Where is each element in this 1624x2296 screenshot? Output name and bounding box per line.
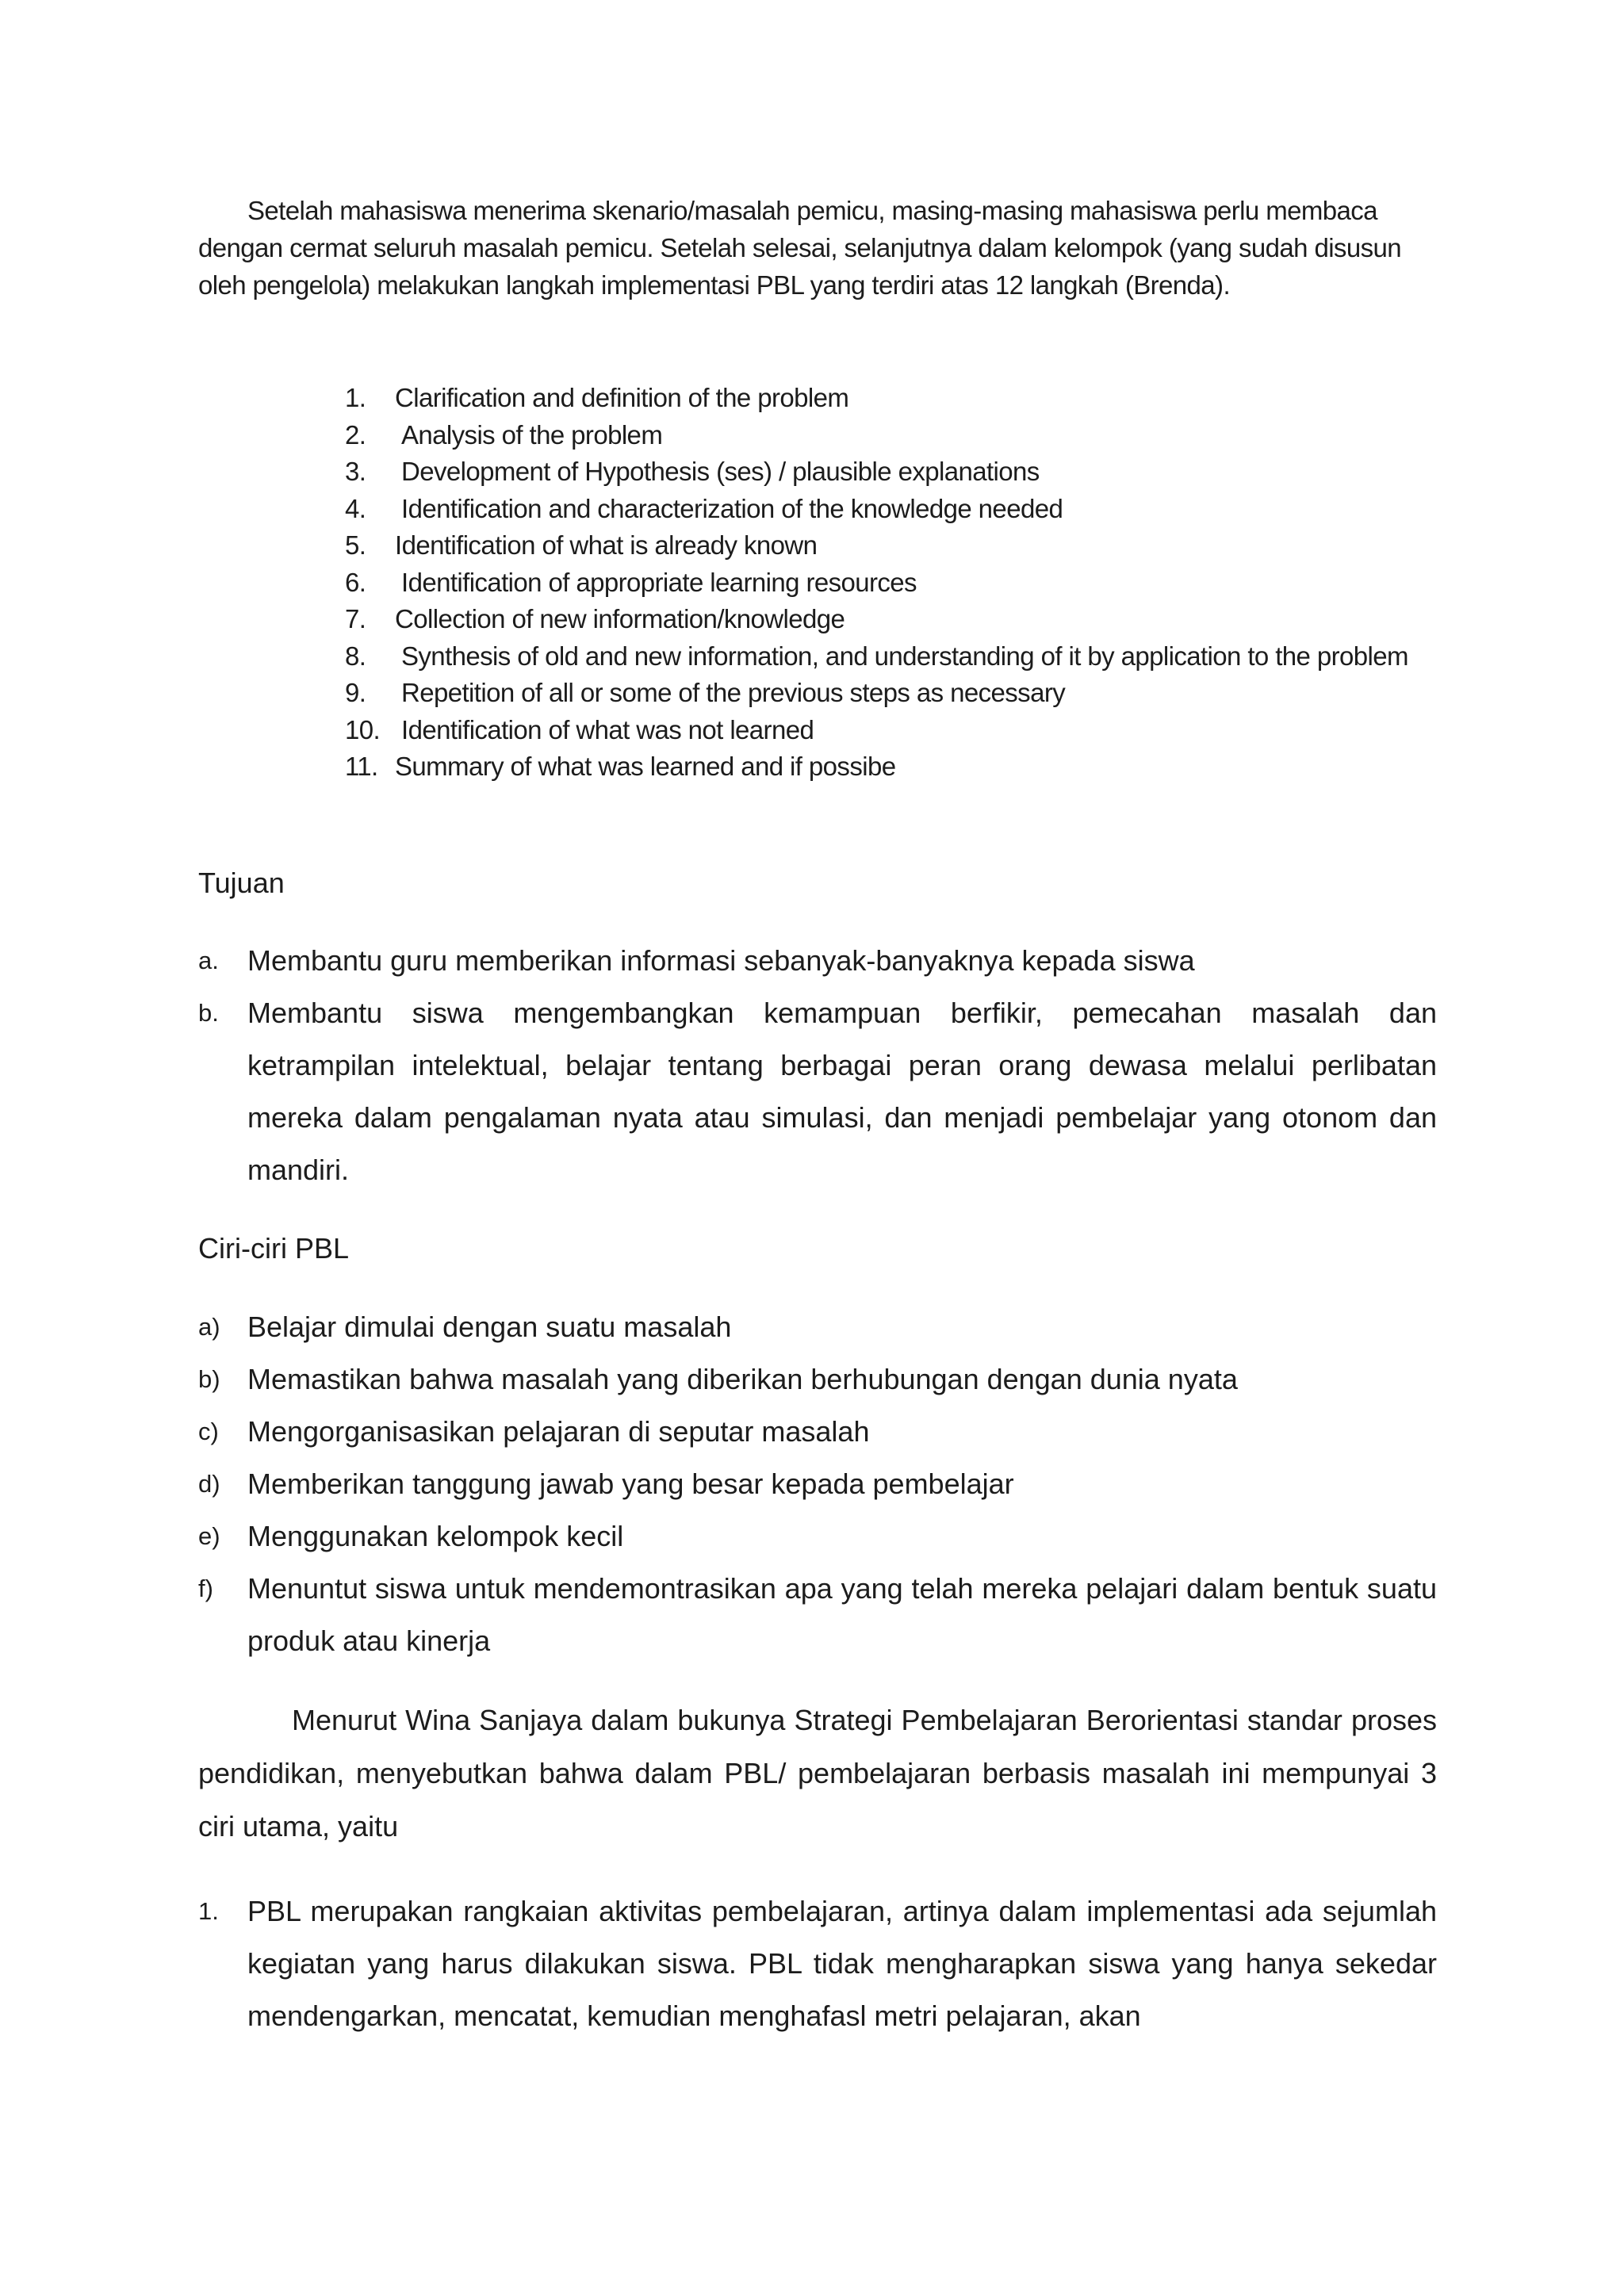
list-text: Summary of what was learned and if possibe xyxy=(395,752,896,781)
list-marker: a) xyxy=(198,1313,220,1341)
list-text: Synthesis of old and new information, and understanding of it by application to the problem xyxy=(401,641,1408,671)
list-number: 7. xyxy=(345,604,366,633)
list-item xyxy=(345,712,1439,749)
list-marker: 1. xyxy=(198,1897,219,1925)
list-text: PBL merupakan rangkaian aktivitas pembelajaran, artinya dalam implementasi ada sejumlah kegiatan yang harus dilakukan siswa. PBL tidak mengharapkan siswa yang hanya sekedar mendengarkan, mencatat, kemudian menghafasl metri pelajaran, akan xyxy=(247,1895,1437,2032)
list-item xyxy=(198,987,1437,1196)
intro-text: Setelah mahasiswa menerima skenario/masalah pemicu, masing-masing mahasiswa perlu membaca dengan cermat seluruh masalah pemicu. Setelah selesai, selanjutnya dalam kelompok (yang sudah disusun oleh pengelola) melakukan langkah implementasi PBL yang terdiri atas 12 langkah (Brenda). xyxy=(198,196,1401,300)
list-marker: e) xyxy=(198,1522,220,1550)
list-item xyxy=(345,491,1439,528)
list-text: Analysis of the problem xyxy=(401,419,663,450)
list-item xyxy=(198,1563,1437,1667)
list-marker: b) xyxy=(198,1365,220,1393)
list-text: Identification of appropriate learning resources xyxy=(401,567,917,597)
list-text: Belajar dimulai dengan suatu masalah xyxy=(247,1311,732,1343)
pbl-steps-list xyxy=(345,380,1439,786)
list-number: 8. xyxy=(345,641,366,671)
list-item xyxy=(345,380,1439,417)
ciri-utama-list xyxy=(198,1885,1437,2042)
list-item xyxy=(345,638,1439,675)
list-number: 10. xyxy=(345,714,381,744)
list-item xyxy=(345,601,1439,638)
list-text: Development of Hypothesis (ses) / plausible explanations xyxy=(401,457,1040,486)
list-text: Membantu siswa mengembangkan kemampuan berfikir, pemecahan masalah dan ketrampilan intelektual, belajar tentang berbagai peran orang dewasa melalui perlibatan mereka dalam pengalaman nyata atau simulasi, dan menjadi pembelajar yang otonom dan mandiri. xyxy=(247,997,1437,1186)
list-text: Repetition of all or some of the previous steps as necessary xyxy=(401,678,1066,707)
list-number: 9. xyxy=(345,678,366,707)
ciri-list xyxy=(198,1301,1437,1667)
list-item xyxy=(198,1301,1437,1353)
list-marker: a. xyxy=(198,947,219,974)
list-item xyxy=(345,453,1439,491)
section-heading-tujuan: Tujuan xyxy=(198,867,285,899)
list-number: 3. xyxy=(345,457,366,486)
list-text: Memberikan tanggung jawab yang besar kepada pembelajar xyxy=(247,1468,1014,1500)
list-marker: d) xyxy=(198,1470,220,1498)
list-item xyxy=(198,1510,1437,1563)
list-number: 2. xyxy=(345,419,366,450)
list-number: 6. xyxy=(345,567,366,597)
list-marker: c) xyxy=(198,1418,219,1445)
sanjaya-text: Menurut Wina Sanjaya dalam bukunya Strategi Pembelajaran Berorientasi standar proses pendidikan, menyebutkan bahwa dalam PBL/ pembelajaran berbasis masalah ini mempunyai 3 ciri utama, yaitu xyxy=(198,1704,1437,1843)
section-heading-ciri: Ciri-ciri PBL xyxy=(198,1232,350,1265)
list-item xyxy=(198,935,1437,987)
list-item xyxy=(198,1353,1437,1406)
list-text: Memastikan bahwa masalah yang diberikan berhubungan dengan dunia nyata xyxy=(247,1363,1238,1395)
list-text: Identification of what was not learned xyxy=(401,714,814,744)
list-item xyxy=(198,1885,1437,2042)
list-text: Identification and characterization of the knowledge needed xyxy=(401,493,1063,523)
list-text: Collection of new information/knowledge xyxy=(395,604,845,633)
list-number: 1. xyxy=(345,383,366,412)
sanjaya-paragraph xyxy=(198,1693,1437,1853)
list-text: Identification of what is already known xyxy=(395,530,818,560)
list-item xyxy=(345,527,1439,564)
list-text: Menggunakan kelompok kecil xyxy=(247,1520,624,1552)
list-item xyxy=(198,1458,1437,1510)
list-text: Menuntut siswa untuk mendemontrasikan apa yang telah mereka pelajari dalam bentuk suatu produk atau kinerja xyxy=(247,1572,1437,1657)
intro-paragraph xyxy=(198,192,1435,304)
list-item xyxy=(345,675,1439,712)
list-text: Clarification and definition of the problem xyxy=(395,383,849,412)
tujuan-list xyxy=(198,935,1437,1196)
list-item xyxy=(345,417,1439,454)
list-item xyxy=(345,748,1439,786)
list-item xyxy=(345,564,1439,602)
list-number: 11. xyxy=(345,752,378,781)
list-text: Membantu guru memberikan informasi sebanyak-banyaknya kepada siswa xyxy=(247,944,1195,977)
list-item xyxy=(198,1406,1437,1458)
list-number: 5. xyxy=(345,530,366,560)
list-number: 4. xyxy=(345,493,366,523)
list-text: Mengorganisasikan pelajaran di seputar masalah xyxy=(247,1415,870,1448)
list-marker: b. xyxy=(198,999,219,1027)
list-marker: f) xyxy=(198,1575,213,1602)
